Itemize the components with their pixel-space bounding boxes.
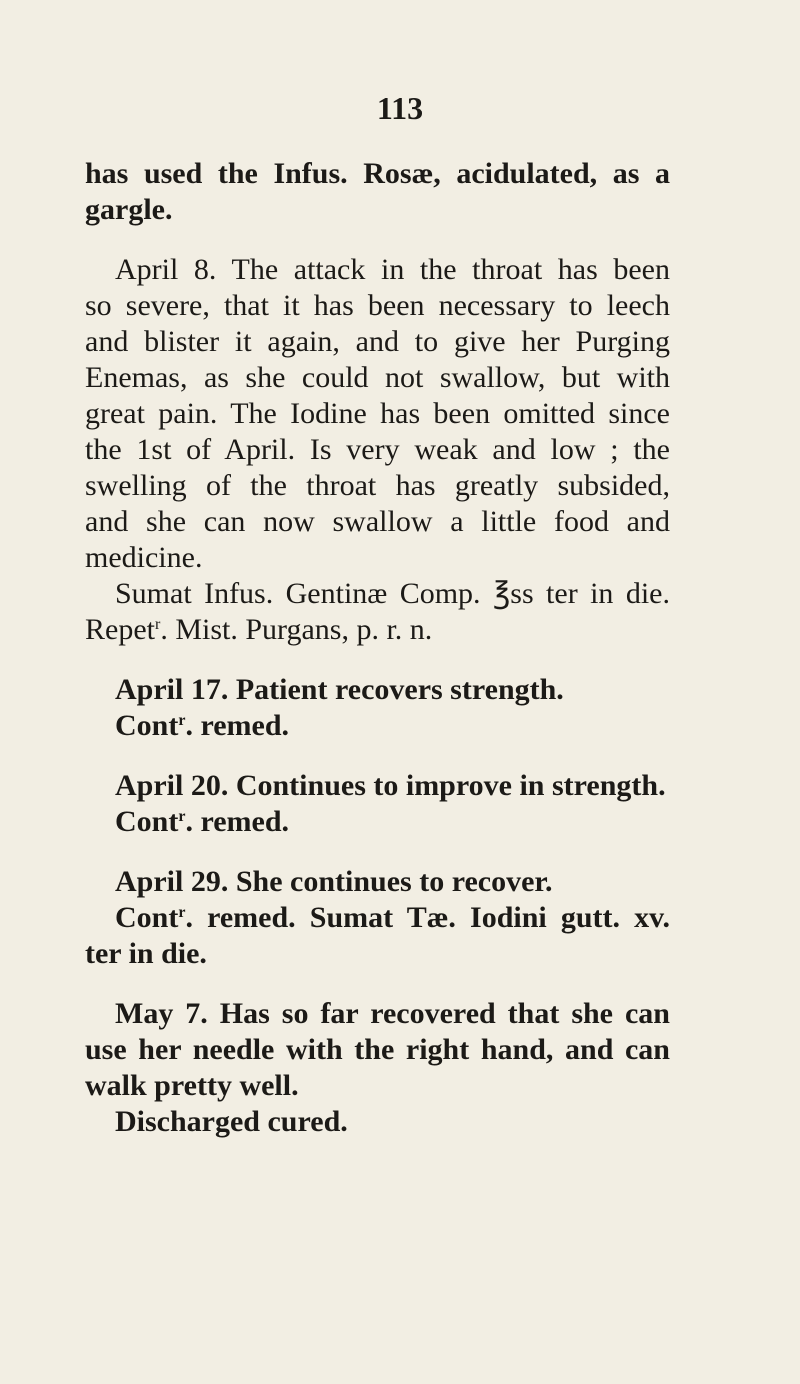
april17-line: April 17. Patient recovers strength. <box>115 673 564 706</box>
april8-line-2: so severe, that it has been necessary to leech <box>85 289 670 322</box>
april8-line-3: and blister it again, and to give her Purging <box>85 325 670 358</box>
april29-continue-line-2: ter in die. <box>85 937 207 970</box>
april8-prescription-1: Sumat Infus. Gentinæ Comp. ℥ss ter in die. <box>115 577 670 610</box>
superscript-r: r <box>154 616 161 633</box>
april8-line-1: April 8. The attack in the throat has been <box>115 253 670 286</box>
superscript-r: r <box>178 904 186 921</box>
paragraph-gap <box>85 972 670 996</box>
april8-prescription-2 <box>85 612 670 648</box>
april8-line-8: and she can now swallow a little food and <box>85 505 670 538</box>
paragraph-gap <box>85 228 670 252</box>
prescription-abbrev: Repet <box>85 613 155 646</box>
paragraph-gap <box>85 840 670 864</box>
continue-abbrev: Cont <box>115 709 179 742</box>
entry-april-29 <box>85 864 670 972</box>
continue-abbrev: Cont <box>115 805 179 838</box>
entry-april-20 <box>85 768 670 840</box>
april29-line: April 29. She continues to recover. <box>115 865 553 898</box>
entry-may-7 <box>85 996 670 1140</box>
may7-line-3: walk pretty well. <box>85 1069 299 1102</box>
entry-april-8 <box>85 252 670 648</box>
intro-line-2: gargle. <box>85 193 173 226</box>
continue-text: . remed. Sumat Tæ. Iodini gutt. xv. <box>185 901 670 934</box>
april8-line-6: the 1st of April. Is very weak and low ; the <box>85 433 670 466</box>
page-number: 113 <box>376 90 424 126</box>
prescription-text: . Mist. Purgans, p. r. n. <box>160 613 433 646</box>
april8-line-4: Enemas, as she could not swallow, but with <box>85 361 670 394</box>
april20-continue <box>85 804 670 840</box>
superscript-r: r <box>178 808 186 825</box>
april20-line: April 20. Continues to improve in strength. <box>115 769 666 802</box>
april8-line-5: great pain. The Iodine has been omitted since <box>85 397 670 430</box>
case-notes <box>85 156 670 1140</box>
may7-line-2: use her needle with the right hand, and can <box>85 1033 670 1066</box>
april8-line-7: swelling of the throat has greatly subsided, <box>85 469 670 502</box>
april17-continue <box>85 708 670 744</box>
entry-april-17 <box>85 672 670 744</box>
continue-abbrev: Cont <box>115 901 179 934</box>
may7-line-1: May 7. Has so far recovered that she can <box>115 997 670 1030</box>
may7-discharged: Discharged cured. <box>115 1105 348 1138</box>
april29-continue <box>85 900 670 936</box>
superscript-r: r <box>178 712 186 729</box>
intro-line-1: has used the Infus. Rosæ, acidulated, as a <box>85 157 670 190</box>
paragraph-gap <box>85 744 670 768</box>
paragraph-gap <box>85 648 670 672</box>
april8-line-9: medicine. <box>85 541 203 574</box>
continue-text: . remed. <box>185 709 290 742</box>
continue-text: . remed. <box>185 805 290 838</box>
